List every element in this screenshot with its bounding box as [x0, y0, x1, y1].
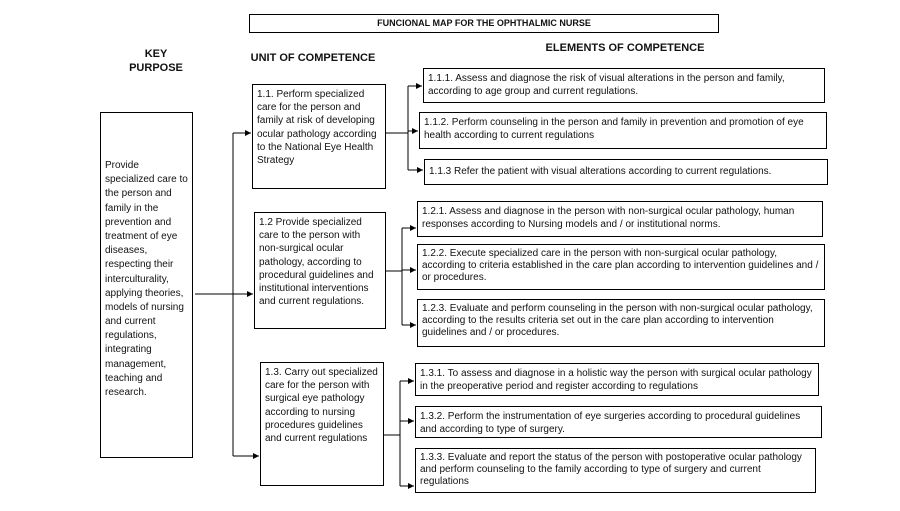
- key-purpose-box: Provide specialized care to the person and family in the prevention and treatment of eye diseases, respecting their interculturality, applying theories, models of nursing and current regulations, integrating management, teaching and research.: [100, 112, 193, 458]
- element-1-1-1-box: 1.1.1. Assess and diagnose the risk of visual alterations in the person and family, according to age group and current regulations.: [423, 68, 825, 103]
- unit-1-2-box: 1.2 Provide specialized care to the person with non-surgical ocular pathology, according to procedural guidelines and institutional interventions and current regulations.: [254, 212, 386, 329]
- unit-of-competence-heading: UNIT OF COMPETENCE: [250, 52, 376, 64]
- element-1-2-3-box: 1.2.3. Evaluate and perform counseling in the person with non-surgical ocular pathology, according to the results criteria set out in the care plan according to intervention guidelines and / or procedures.: [417, 299, 825, 347]
- element-1-2-2-box: 1.2.2. Execute specialized care in the person with non-surgical ocular pathology, according to criteria established in the care plan according to intervention guidelines and / or procedures.: [417, 244, 825, 290]
- element-1-1-2-box: 1.1.2. Perform counseling in the person and family in prevention and promotion of eye health according to current regulations: [419, 112, 827, 149]
- key-purpose-heading: KEY PURPOSE: [129, 48, 183, 74]
- element-1-3-1-box: 1.3.1. To assess and diagnose in a holistic way the person with surgical ocular pathology in the preoperative period and register according to regulations: [415, 363, 819, 396]
- map-title: FUNCIONAL MAP FOR THE OPHTHALMIC NURSE: [249, 14, 719, 33]
- unit-1-1-box: 1.1. Perform specialized care for the person and family at risk of developing ocular pathology according to the National Eye Health Strategy: [252, 84, 386, 189]
- element-1-2-1-box: 1.2.1. Assess and diagnose in the person with non-surgical ocular pathology, human responses according to Nursing models and / or institutional norms.: [417, 201, 823, 237]
- element-1-3-3-box: 1.3.3. Evaluate and report the status of the person with postoperative ocular pathology and perform counseling to the family according to type of surgery and current regulations: [415, 448, 816, 493]
- element-1-1-3-box: 1.1.3 Refer the patient with visual alterations according to current regulations.: [424, 159, 828, 185]
- element-1-3-2-box: 1.3.2. Perform the instrumentation of eye surgeries according to procedural guidelines and according to type of surgery.: [415, 406, 822, 438]
- elements-of-competence-heading: ELEMENTS OF COMPETENCE: [545, 42, 705, 54]
- unit-1-3-box: 1.3. Carry out specialized care for the person with surgical eye pathology according to nursing procedures guidelines and current regulations: [260, 362, 384, 486]
